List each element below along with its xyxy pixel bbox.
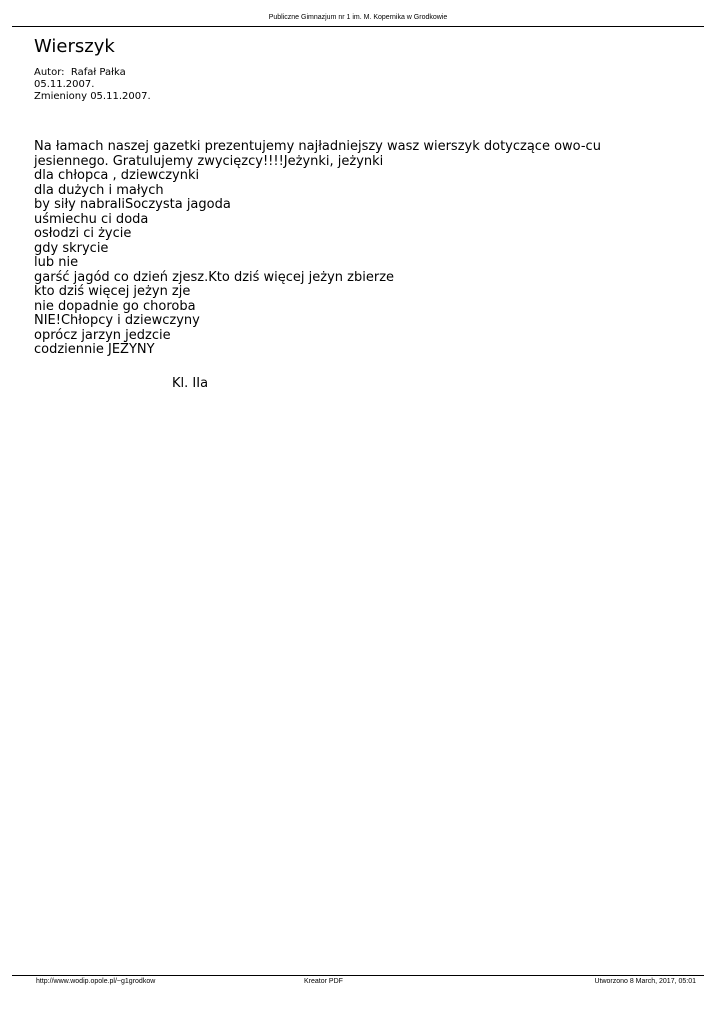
article-title: Wierszyk	[34, 36, 115, 57]
article-meta	[34, 67, 151, 103]
text-line: garść jagód co dzień zjesz.Kto dziś więcej jeżyn zbierze	[34, 269, 395, 285]
text-line: by siły nabraliSoczysta jagoda	[34, 197, 231, 212]
text-line: NIE!Chłopcy i dziewczyny	[34, 313, 200, 328]
author-line: Autor: Rafał Pałka	[34, 67, 126, 78]
text-line: nie dopadnie go choroba	[34, 298, 196, 314]
text-line: dla chłopca , dziewczynki	[34, 168, 200, 183]
class-signature: Kl. IIa	[172, 376, 209, 391]
modified-date: Zmieniony 05.11.2007.	[34, 91, 151, 102]
text-line: uśmiechu ci doda	[34, 211, 149, 227]
text-line: oprócz jarzyn jedzcie	[34, 327, 171, 343]
text-line: Na łamach naszej gazetki prezentujemy najładniejszy wasz wierszyk dotyczące owo-cu	[34, 139, 601, 154]
article-body	[34, 140, 634, 358]
text-line: gdy skrycie	[34, 240, 109, 256]
footer-url[interactable]: http://www.wodip.opole.pl/~g1grodkow	[36, 978, 156, 985]
footer-generator: Kreator PDF	[304, 978, 343, 985]
text-line: dla dużych i małych	[34, 182, 164, 198]
text-line: osłodzi ci życie	[34, 226, 132, 241]
text-line: kto dziś więcej jeżyn zje	[34, 284, 191, 299]
text-line: jesiennego. Gratulujemy zwycięzcy!!!!Jeżynki, jeżynki	[34, 153, 384, 169]
footer-created-date: Utworzono 8 March, 2017, 05:01	[594, 978, 696, 985]
page-footer	[12, 975, 704, 985]
text-line: lub nie	[34, 255, 79, 270]
publish-date: 05.11.2007.	[34, 79, 95, 90]
text-line: codziennie JEŻYNY	[34, 342, 155, 357]
page-header	[12, 14, 704, 27]
header-school-name: Publiczne Gimnazjum nr 1 im. M. Kopernika w Grodkowie	[268, 14, 448, 21]
